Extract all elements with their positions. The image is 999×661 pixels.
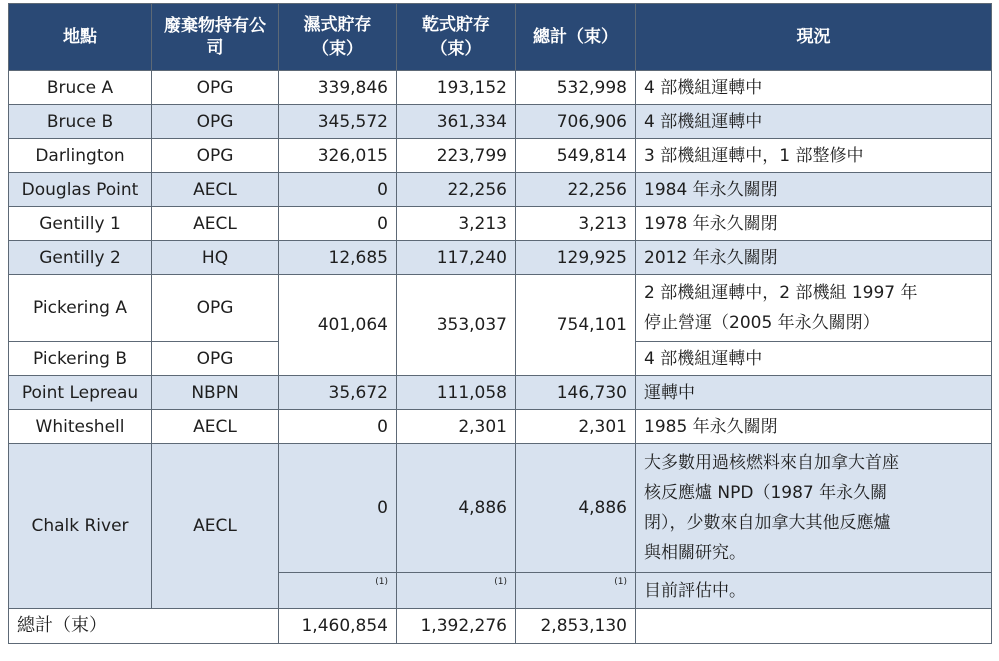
cell-wet: 0	[279, 444, 397, 573]
cell-dry: 4,886	[397, 444, 516, 573]
table-row	[9, 207, 992, 241]
table-row	[9, 444, 992, 573]
totals-label: 總計（束）	[9, 609, 279, 644]
cell-total: 754,101	[516, 275, 636, 376]
cell-dry: 353,037	[397, 275, 516, 376]
cell-site: Whiteshell	[9, 410, 152, 444]
cell-dry: 361,334	[397, 105, 516, 139]
cell-status: 1984 年永久關閉	[636, 173, 992, 207]
cell-site: Bruce A	[9, 71, 152, 105]
totals-total: 2,853,130	[516, 609, 636, 644]
cell-wet: 401,064	[279, 275, 397, 376]
cell-owner: NBPN	[152, 376, 279, 410]
status-line: 2 部機組運轉中，2 部機組 1997 年	[644, 283, 918, 303]
table-row	[9, 139, 992, 173]
header-owner-text: 廢棄物持有公司	[164, 16, 266, 58]
cell-wet: 12,685	[279, 241, 397, 275]
cell-wet: 0	[279, 207, 397, 241]
status-line: 大多數用過核燃料來自加拿大首座	[644, 453, 899, 473]
totals-row	[9, 609, 992, 644]
status-line: 與相關研究。	[644, 543, 746, 563]
header-total: 總計（束）	[516, 4, 636, 71]
cell-status: 4 部機組運轉中	[636, 105, 992, 139]
footnote-marker: (1)	[516, 573, 636, 609]
table-row	[9, 275, 992, 342]
cell-dry: 117,240	[397, 241, 516, 275]
cell-owner: AECL	[152, 173, 279, 207]
cell-total: 549,814	[516, 139, 636, 173]
cell-status: 4 部機組運轉中	[636, 342, 992, 376]
cell-status: 4 部機組運轉中	[636, 71, 992, 105]
table-row	[9, 71, 992, 105]
totals-dry: 1,392,276	[397, 609, 516, 644]
cell-dry: 22,256	[397, 173, 516, 207]
header-owner	[152, 4, 279, 71]
cell-total: 2,301	[516, 410, 636, 444]
spent-fuel-table	[8, 3, 992, 644]
totals-status-empty	[636, 609, 992, 644]
cell-wet: 0	[279, 410, 397, 444]
cell-status: 3 部機組運轉中，1 部整修中	[636, 139, 992, 173]
cell-dry: 3,213	[397, 207, 516, 241]
header-row	[9, 4, 992, 71]
cell-total: 4,886	[516, 444, 636, 573]
cell-status: 2012 年永久關閉	[636, 241, 992, 275]
cell-site: Gentilly 2	[9, 241, 152, 275]
cell-dry: 193,152	[397, 71, 516, 105]
cell-total: 22,256	[516, 173, 636, 207]
cell-dry: 111,058	[397, 376, 516, 410]
cell-site: Pickering A	[9, 275, 152, 342]
header-dry	[397, 4, 516, 71]
cell-total: 129,925	[516, 241, 636, 275]
cell-site: Point Lepreau	[9, 376, 152, 410]
cell-status: 1978 年永久關閉	[636, 207, 992, 241]
cell-site: Bruce B	[9, 105, 152, 139]
cell-status: 運轉中	[636, 376, 992, 410]
cell-owner: AECL	[152, 410, 279, 444]
cell-wet: 35,672	[279, 376, 397, 410]
status-line: 閉），少數來自加拿大其他反應爐	[644, 513, 891, 533]
header-status: 現況	[636, 4, 992, 71]
table-row	[9, 376, 992, 410]
cell-total: 532,998	[516, 71, 636, 105]
cell-status: 目前評估中。	[636, 573, 992, 609]
cell-site: Douglas Point	[9, 173, 152, 207]
cell-owner: OPG	[152, 342, 279, 376]
status-line: 核反應爐 NPD（1987 年永久關	[644, 483, 888, 503]
header-site: 地點	[9, 4, 152, 71]
cell-owner: OPG	[152, 275, 279, 342]
cell-owner: HQ	[152, 241, 279, 275]
cell-site: Gentilly 1	[9, 207, 152, 241]
totals-wet: 1,460,854	[279, 609, 397, 644]
cell-wet: 339,846	[279, 71, 397, 105]
cell-owner: OPG	[152, 71, 279, 105]
cell-dry: 2,301	[397, 410, 516, 444]
cell-wet: 345,572	[279, 105, 397, 139]
cell-wet: 0	[279, 173, 397, 207]
cell-owner: AECL	[152, 207, 279, 241]
cell-status	[636, 275, 992, 342]
cell-dry: 223,799	[397, 139, 516, 173]
header-dry-text: 乾式貯存（束）	[422, 15, 490, 59]
table-row	[9, 241, 992, 275]
status-line: 停止營運（2005 年永久關閉）	[644, 313, 880, 333]
footnote-marker: (1)	[279, 573, 397, 609]
cell-total: 3,213	[516, 207, 636, 241]
cell-total: 146,730	[516, 376, 636, 410]
header-wet-text: 濕式貯存（束）	[303, 15, 372, 59]
cell-status: 1985 年永久關閉	[636, 410, 992, 444]
table-row	[9, 173, 992, 207]
cell-site: Chalk River	[9, 444, 152, 609]
cell-total: 706,906	[516, 105, 636, 139]
cell-wet: 326,015	[279, 139, 397, 173]
cell-owner: AECL	[152, 444, 279, 609]
table-row	[9, 105, 992, 139]
cell-site: Pickering B	[9, 342, 152, 376]
header-wet	[279, 4, 397, 71]
table-row	[9, 410, 992, 444]
cell-status	[636, 444, 992, 573]
cell-site: Darlington	[9, 139, 152, 173]
footnote-marker: (1)	[397, 573, 516, 609]
cell-owner: OPG	[152, 105, 279, 139]
cell-owner: OPG	[152, 139, 279, 173]
